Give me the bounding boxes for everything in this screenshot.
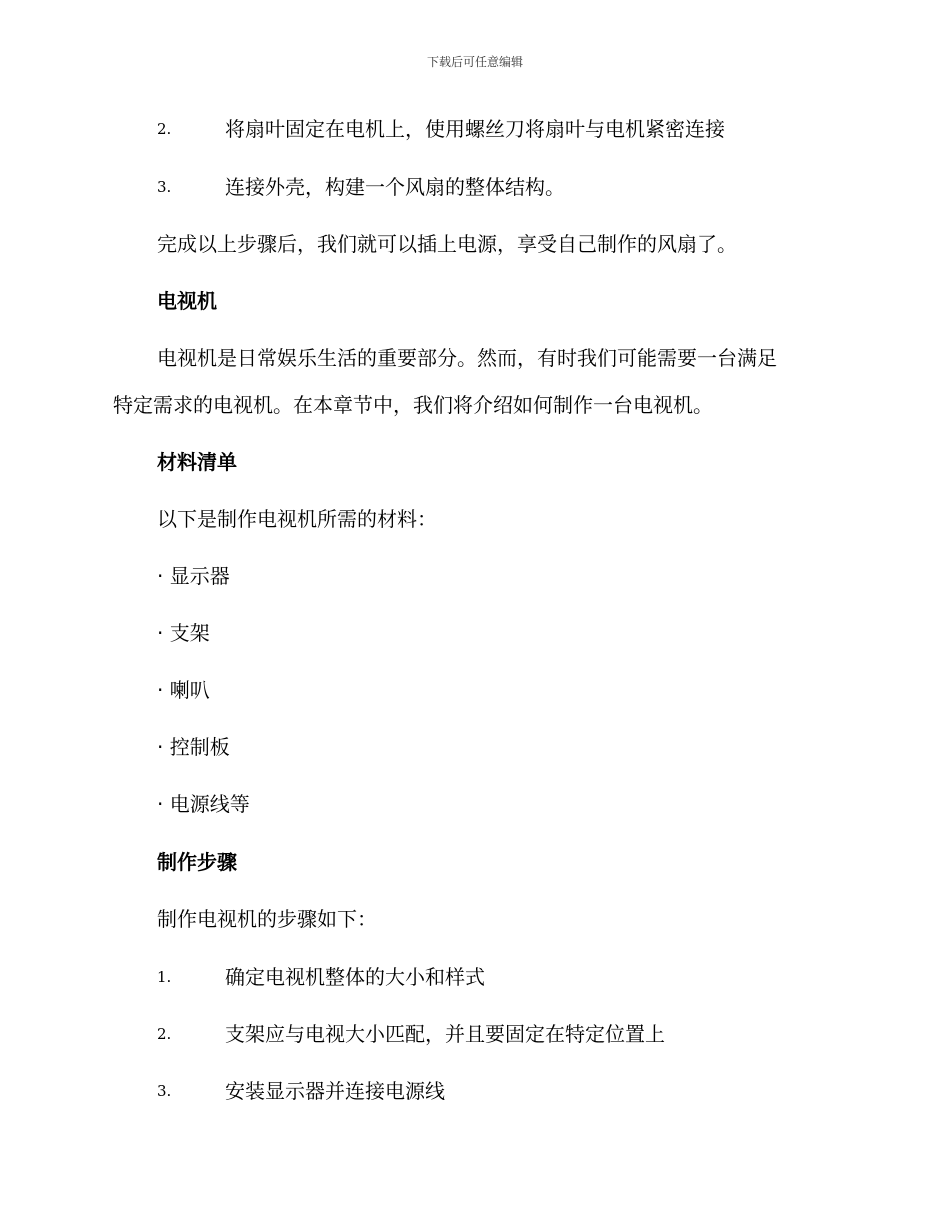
steps-intro: 制作电视机的步骤如下：: [157, 907, 377, 931]
step-text: 安装显示器并连接电源线: [225, 1079, 445, 1103]
section-heading-tv: 电视机: [157, 289, 217, 313]
material-item: · 喇叭: [157, 678, 210, 702]
section-heading-materials: 材料清单: [157, 450, 237, 474]
paragraph-tv-line1: 电视机是日常娱乐生活的重要部分。然而，有时我们可能需要一台满足: [157, 346, 777, 370]
step-text: 支架应与电视大小匹配，并且要固定在特定位置上: [225, 1022, 665, 1046]
material-item: · 支架: [157, 621, 210, 645]
list-item-number: 2.: [157, 120, 172, 138]
material-item: · 控制板: [157, 735, 230, 759]
list-item-text: 连接外壳，构建一个风扇的整体结构。: [225, 175, 565, 199]
step-number: 1.: [157, 968, 172, 986]
material-item: · 显示器: [157, 564, 230, 588]
material-item: · 电源线等: [157, 792, 250, 816]
page-header: 下载后可任意编辑: [426, 55, 523, 69]
step-number: 3.: [157, 1082, 172, 1100]
paragraph-tv-line2: 特定需求的电视机。在本章节中，我们将介绍如何制作一台电视机。: [113, 393, 713, 417]
materials-intro: 以下是制作电视机所需的材料：: [157, 507, 437, 531]
list-item-text: 将扇叶固定在电机上，使用螺丝刀将扇叶与电机紧密连接: [225, 117, 725, 141]
paragraph-fan-done: 完成以上步骤后，我们就可以插上电源，享受自己制作的风扇了。: [157, 232, 737, 256]
step-number: 2.: [157, 1025, 172, 1043]
step-text: 确定电视机整体的大小和样式: [225, 965, 485, 989]
list-item-number: 3.: [157, 178, 172, 196]
section-heading-steps: 制作步骤: [157, 850, 237, 874]
